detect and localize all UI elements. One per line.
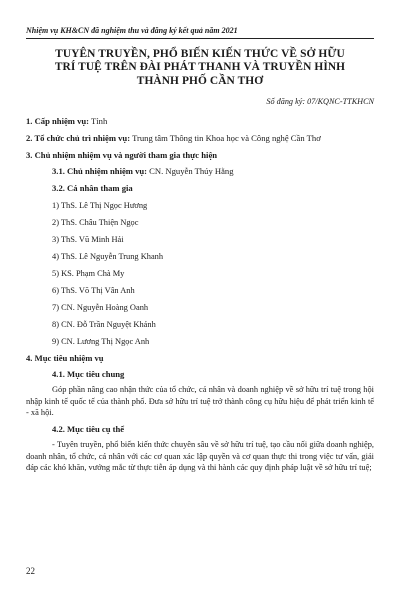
list-item: 5) KS. Phạm Chà My — [52, 269, 125, 279]
page-number: 22 — [26, 566, 35, 576]
list-item: 4) ThS. Lê Nguyễn Trung Khanh — [52, 252, 164, 262]
section-3-2 — [26, 183, 374, 194]
section-1-value: Tỉnh — [89, 116, 108, 127]
section-2 — [26, 133, 374, 144]
section-4-label: 4. Mục tiêu nhiệm vụ — [26, 353, 104, 364]
section-3-1-value: CN. Nguyễn Thúy Hằng — [147, 166, 234, 177]
list-item: 9) CN. Lương Thị Ngọc Anh — [52, 337, 150, 347]
section-4-2-label: 4.2. Mục tiêu cụ thể — [52, 424, 125, 434]
specific-objective-paragraph: - Tuyên truyền, phổ biến kiến thức chuyên sâu về sở hữu trí tuệ, tạo cầu nối giữa doanh nghiệp, doanh nhân, tổ chức, cá nhân với các cơ quan xác lập quyền và cơ quan thực thi trong việc tư vấn, giải đáp các khó khăn, vướng mắc từ thực tiễn áp dụng và thi hành các quy định pháp luật về sở hữu trí tuệ; — [26, 440, 374, 473]
general-objective-paragraph: Góp phần nâng cao nhận thức của tổ chức, cá nhân và doanh nghiệp về sở hữu trí tuệ trong hội nhập kinh tế quốc tế của thành phố. Đưa sở hữu trí tuệ trở thành công cụ hữu hiệu để phát triển kinh tế - xã hội. — [26, 385, 374, 418]
section-4 — [26, 353, 374, 364]
section-3-1-label: 3.1. Chủ nhiệm nhiệm vụ: — [52, 166, 148, 177]
section-4-1 — [26, 369, 374, 380]
section-2-label: 2. Tổ chức chủ trì nhiệm vụ: — [26, 133, 131, 144]
list-item: 6) ThS. Võ Thị Vân Anh — [52, 286, 135, 296]
document-title — [26, 48, 374, 88]
title-line-2: TRÍ TUỆ TRÊN ĐÀI PHÁT THANH VÀ TRUYỀN HÌNH — [54, 61, 346, 74]
participant-list — [26, 200, 374, 347]
running-header: Nhiệm vụ KH&CN đã nghiệm thu và đăng ký kết quả năm 2021 — [26, 26, 374, 39]
document-page — [26, 26, 374, 474]
list-item: 2) ThS. Châu Thiện Ngọc — [52, 218, 139, 228]
list-item: 3) ThS. Vũ Minh Hải — [52, 235, 124, 245]
list-item: 1) ThS. Lê Thị Ngọc Hương — [52, 201, 148, 211]
title-line-1: TUYÊN TRUYỀN, PHỔ BIẾN KIẾN THỨC VỀ SỞ HỮU — [55, 48, 345, 60]
section-3 — [26, 150, 374, 161]
registration-number: Số đăng ký: 07/KQNC-TTKHCN — [266, 97, 374, 107]
section-3-1 — [26, 166, 374, 177]
list-item: 7) CN. Nguyễn Hoàng Oanh — [52, 303, 149, 313]
section-1-label: 1. Cấp nhiệm vụ: — [26, 116, 90, 127]
section-1 — [26, 116, 374, 127]
section-3-2-label: 3.2. Cá nhân tham gia — [52, 183, 133, 194]
title-line-3: THÀNH PHỐ CẦN THƠ — [136, 74, 264, 87]
section-2-value: Trung tâm Thông tin Khoa học và Công nghệ Cần Thơ — [130, 133, 321, 144]
section-4-2 — [26, 424, 374, 435]
list-item: 8) CN. Đỗ Trần Nguyệt Khánh — [52, 320, 156, 330]
section-3-label: 3. Chủ nhiệm nhiệm vụ và người tham gia thực hiện — [26, 150, 218, 161]
section-4-1-label: 4.1. Mục tiêu chung — [52, 369, 125, 380]
